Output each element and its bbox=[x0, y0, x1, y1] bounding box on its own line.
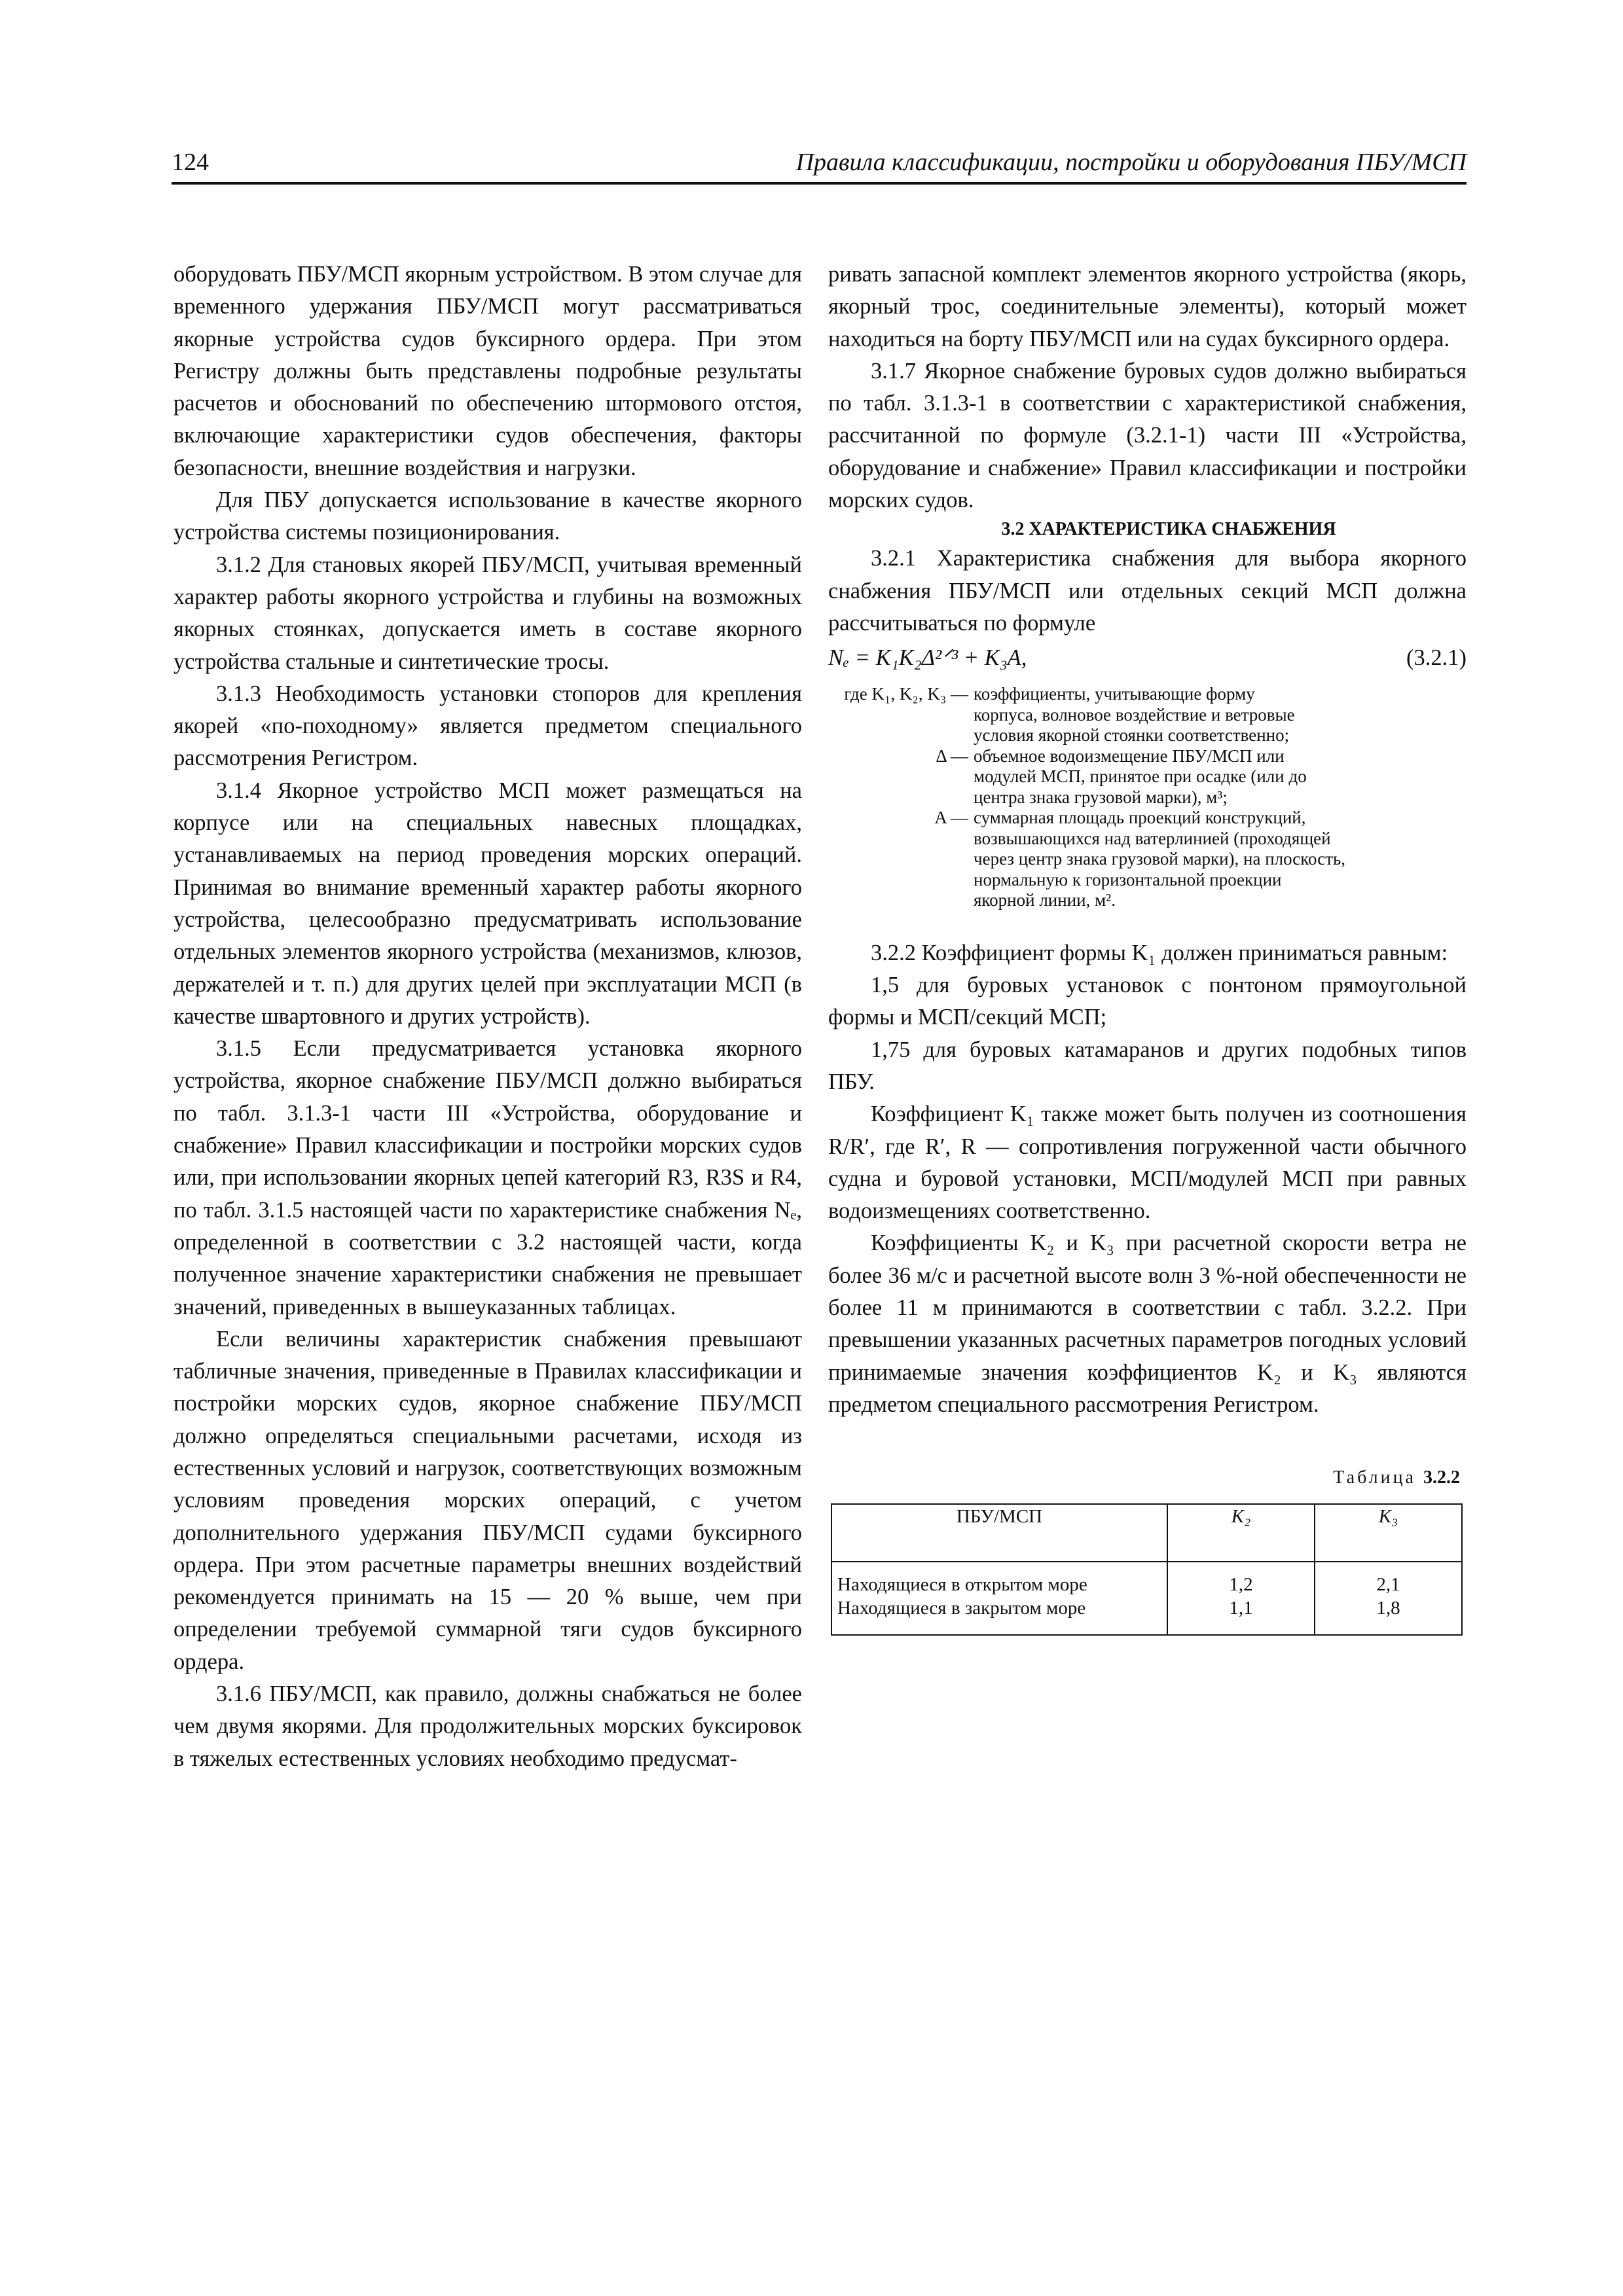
header-cell: K₃ bbox=[1315, 1504, 1462, 1562]
left-column bbox=[173, 259, 802, 1775]
formula-expression: Nₑ = K₁K₂Δ²ᐟ³ + K₃A, bbox=[828, 645, 1027, 671]
right-column bbox=[828, 259, 1467, 1636]
paragraph-k1-pontoon: 1,5 для буровых установок с понтоном прямоугольной формы и МСП/секций МСП; bbox=[828, 973, 1467, 1030]
table-cell: 2,1 1,8 bbox=[1315, 1562, 1462, 1635]
running-title: Правила классификации, постройки и оборудования ПБУ/МСП bbox=[795, 149, 1467, 176]
paragraph-continuation-right: ривать запасной комплект элементов якорного устройства (якорь, якорный трос, соединительные элементы), который может находиться на борту ПБУ/МСП или на судах буксирного ордера. bbox=[828, 262, 1467, 351]
table-row bbox=[831, 1562, 1462, 1635]
table-cell: Находящиеся в открытом море Находящиеся в закрытом море bbox=[831, 1562, 1167, 1635]
header-cell: ПБУ/МСП bbox=[831, 1504, 1167, 1562]
page-number: 124 bbox=[172, 149, 209, 176]
table-cell: 1,2 1,1 bbox=[1167, 1562, 1315, 1635]
section-title: 3.2 ХАРАКТЕРИСТИКА СНАБЖЕНИЯ bbox=[1001, 519, 1336, 540]
paragraph-positioning-system: Для ПБУ допускается использование в качестве якорного устройства системы позиционирования. bbox=[173, 488, 802, 545]
legend-item-a: A — суммарная площадь проекций конструкций, bbox=[934, 808, 1306, 828]
formula-legend: где K₁, K₂, K₃ — коэффициенты, учитывающие форму корпуса, волновое воздействие и ветровые условия якорной стоянки соответственно; Δ — объемное водоизмещение ПБУ/МСП или модулей МСП, принятое при осадке (или до центра знака грузовой марки), м³; A — суммарная площадь проекций конструкций, возвышающихся над ватерлинией (проходящей через центр знака грузовой марки), на плоскость, нормальную к горизонтальной проекции якорной линии, м². bbox=[828, 684, 1467, 911]
paragraph-3-1-3: 3.1.3 Необходимость установки стопоров для крепления якорей «по-походному» является предметом специального рассмотрения Регистром. bbox=[173, 681, 802, 771]
paragraph-3-1-7: 3.1.7 Якорное снабжение буровых судов должно выбираться по табл. 3.1.3-1 в соответствии с характеристикой снабжения, рассчитанной по формуле (3.2.1-1) части III «Устройства, оборудование и снабжение» Правил классификации и постройки морских судов. bbox=[828, 358, 1467, 513]
header-rule bbox=[172, 182, 1467, 185]
paragraph-3-1-2: 3.1.2 Для становых якорей ПБУ/МСП, учитывая временный характер работы якорного устройства и глубины на возможных якорных стоянках, допускается иметь в составе якорного устройства стальные и синтетические тросы. bbox=[173, 552, 802, 674]
table-3-2-2 bbox=[831, 1503, 1463, 1636]
paragraph-k1-catamaran: 1,75 для буровых катамаранов и других подобных типов ПБУ. bbox=[828, 1037, 1467, 1094]
paragraph-3-1-5: 3.1.5 Если предусматривается установка якорного устройства, якорное снабжение ПБУ/МСП должно выбираться по табл. 3.1.3-1 части III «Устройства, оборудование и снабжение» Правил классификации и постройки морских судов или, при использовании якорных цепей категорий R3, R3S и R4, по табл. 3.1.5 настоящей части по характеристике снабжения Nₑ, определенной в соответствии с 3.2 настоящей части, когда полученное значение характеристики снабжения не превышает значений, приведенных в вышеуказанных таблицах. bbox=[173, 1036, 802, 1319]
paragraph-3-2-2: 3.2.2 Коэффициент формы K₁ должен приниматься равным: bbox=[871, 940, 1448, 965]
paragraph-3-2-1: 3.2.1 Характеристика снабжения для выбора якорного снабжения ПБУ/МСП или отдельных секций МСП должна рассчитываться по формуле bbox=[828, 546, 1467, 636]
table-caption: Таблица 3.2.2 bbox=[1333, 1467, 1460, 1488]
formula-number: (3.2.1) bbox=[1406, 645, 1467, 671]
paragraph-k1-ratio: Коэффициент K₁ также может быть получен из соотношения R/R′, где R′, R — сопротивления погруженной части обычного судна и буровой установки, МСП/модулей МСП при равных водоизмещениях соответственно. bbox=[828, 1102, 1467, 1224]
paragraph-3-1-4: 3.1.4 Якорное устройство МСП может размещаться на корпусе или на специальных навесных площадках, устанавливаемых на период проведения морских операций. Принимая во внимание временный характер работы якорного устройства, целесообразно предусматривать использование отдельных элементов якорного устройства (механизмов, клюзов, держателей и т. п.) для других целей при эксплуатации МСП (в качестве швартовного и других устройств). bbox=[173, 778, 802, 1029]
header-cell: K₂ bbox=[1167, 1504, 1315, 1562]
formula-3-2-1 bbox=[828, 642, 1467, 675]
legend-item-delta: Δ — объемное водоизмещение ПБУ/МСП или bbox=[936, 745, 1285, 766]
page-header bbox=[172, 145, 1467, 185]
paragraph-continuation: оборудовать ПБУ/МСП якорным устройством. В этом случае для временного удержания ПБУ/МСП могут рассматриваться якорные устройства судов буксирного ордера. При этом Регистру должны быть представлены подробные результаты расчетов и обоснований по обеспечению штормового отстоя, включающие характеристики судов обеспечения, факторы безопасности, внешние воздействия и нагрузки. bbox=[173, 262, 802, 480]
table-header-row bbox=[831, 1504, 1462, 1562]
paragraph-excess-values: Если величины характеристик снабжения превышают табличные значения, приведенные в Правилах классификации и постройки морских судов, якорное снабжение ПБУ/МСП должно определяться специальными расчетами, исходя из естественных условий и нагрузок, соответствующих возможным условиям проведения морских операций, с учетом дополнительного удержания ПБУ/МСП судами буксирного ордера. При этом расчетные параметры внешних воздействий рекомендуется принимать на 15 — 20 % выше, чем при определении требуемой суммарной тяги судов буксирного ордера. bbox=[173, 1326, 802, 1674]
legend-item-k: где K₁, K₂, K₃ — коэффициенты, учитывающие форму bbox=[844, 684, 1255, 704]
paragraph-k2-k3: Коэффициенты K₂ и K₃ при расчетной скорости ветра не более 36 м/с и расчетной высоте волн 3 %-ной обеспеченности не более 11 м принимаются в соответствии с табл. 3.2.2. При превышении указанных расчетных параметров погодных условий принимаемые значения коэффициентов K₂ и K₃ являются предметом специального рассмотрения Регистром. bbox=[828, 1230, 1467, 1417]
paragraph-3-1-6: 3.1.6 ПБУ/МСП, как правило, должны снабжаться не более чем двумя якорями. Для продолжительных морских буксировок в тяжелых естественных условиях необходимо предусмат- bbox=[173, 1681, 802, 1771]
